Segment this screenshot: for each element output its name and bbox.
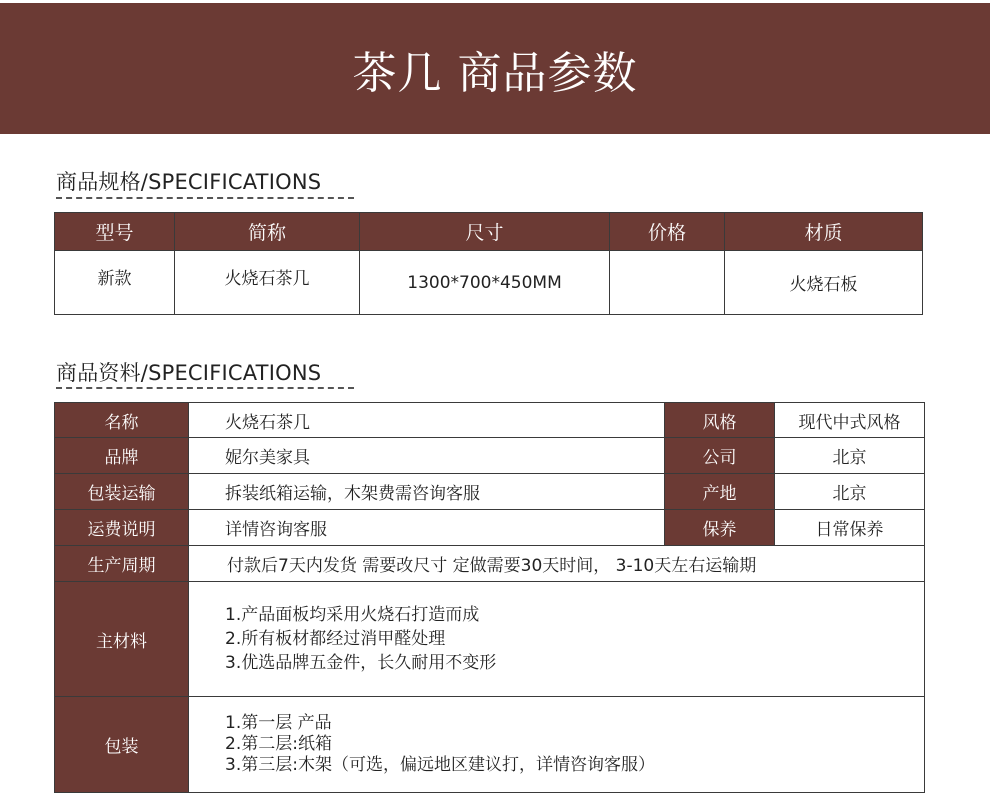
- header-material: 材质: [725, 213, 923, 251]
- packing-line-2: 2.第二层:纸箱: [225, 734, 332, 754]
- label-style: 风格: [665, 403, 775, 438]
- material-line-2: 2.所有板材都经过消甲醛处理: [225, 629, 446, 649]
- label-care: 保养: [665, 510, 775, 546]
- label-origin: 产地: [665, 474, 775, 510]
- value-freight: 详情咨询客服: [189, 510, 665, 546]
- value-shipping: 拆装纸箱运输，木架费需咨询客服: [189, 474, 665, 510]
- value-name: 火烧石茶几: [189, 403, 665, 438]
- value-care: 日常保养: [775, 510, 925, 546]
- value-period: 付款后7天内发货 需要改尺寸 定做需要30天时间， 3-10天左右运输期: [189, 546, 925, 582]
- specs-title-underline: [56, 197, 354, 199]
- info-row-period: [55, 546, 925, 582]
- info-row-shipping: [55, 474, 925, 510]
- info-row-name: [55, 403, 925, 438]
- info-row-material: [55, 582, 925, 697]
- material-line-3: 3.优选品牌五金件，长久耐用不变形: [225, 653, 497, 673]
- value-brand: 妮尔美家具: [189, 438, 665, 474]
- label-name: 名称: [55, 403, 189, 438]
- value-origin: 北京: [775, 474, 925, 510]
- packing-line-1: 1.第一层 产品: [225, 713, 332, 733]
- banner-title: 茶几 商品参数: [352, 47, 638, 99]
- label-freight: 运费说明: [55, 510, 189, 546]
- info-row-packing: [55, 697, 925, 793]
- value-company: 北京: [775, 438, 925, 474]
- header-price: 价格: [610, 213, 725, 251]
- packing-line-3: 3.第三层:木架（可选，偏远地区建议打，详情咨询客服）: [225, 755, 655, 775]
- cell-size: 1300*700*450MM: [360, 251, 610, 315]
- info-title-underline: [56, 387, 354, 389]
- cell-short-name: 火烧石茶几: [175, 251, 360, 315]
- cell-material: 火烧石板: [725, 251, 923, 315]
- info-row-freight: [55, 510, 925, 546]
- label-period: 生产周期: [55, 546, 189, 582]
- label-shipping: 包装运输: [55, 474, 189, 510]
- label-company: 公司: [665, 438, 775, 474]
- cell-model: 新款: [55, 251, 175, 315]
- value-style: 现代中式风格: [775, 403, 925, 438]
- info-section-title: 商品资料/SPECIFICATIONS: [56, 361, 322, 385]
- value-main-material: [189, 582, 925, 697]
- value-packing: [189, 697, 925, 793]
- label-main-material: 主材料: [55, 582, 189, 697]
- label-packing: 包装: [55, 697, 189, 793]
- specs-header-row: [55, 213, 923, 251]
- label-brand: 品牌: [55, 438, 189, 474]
- specs-table: [54, 212, 923, 315]
- header-model: 型号: [55, 213, 175, 251]
- header-size: 尺寸: [360, 213, 610, 251]
- specs-section-title: 商品规格/SPECIFICATIONS: [56, 170, 322, 194]
- header-short-name: 简称: [175, 213, 360, 251]
- cell-price: [610, 251, 725, 315]
- info-row-brand: [55, 438, 925, 474]
- page-banner: [0, 3, 990, 134]
- specs-data-row: [55, 251, 923, 315]
- material-line-1: 1.产品面板均采用火烧石打造而成: [225, 605, 480, 625]
- info-table: [54, 402, 925, 793]
